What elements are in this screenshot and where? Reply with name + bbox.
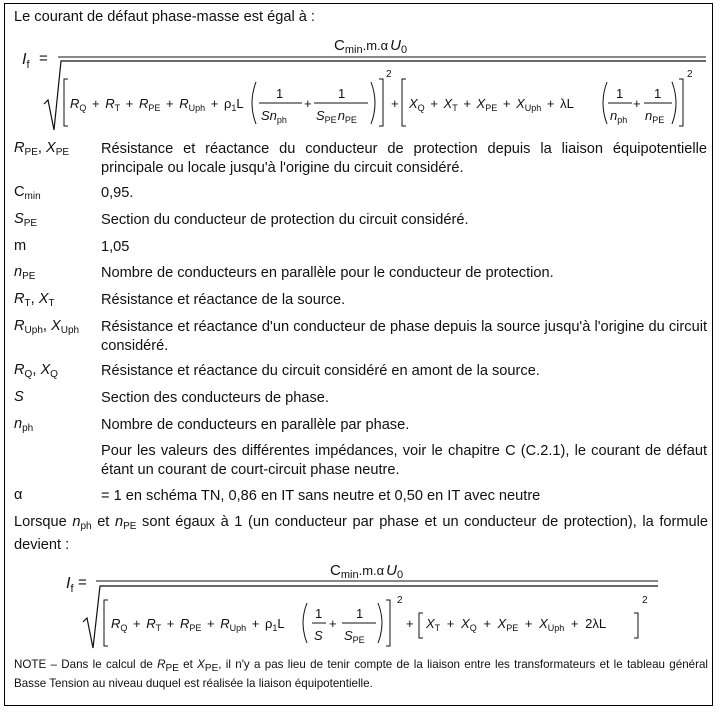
definition-symbol: $n_{ph}$	[14, 416, 34, 434]
definition-text: 1,05	[101, 239, 130, 255]
formula1-paren-open-2	[603, 82, 607, 124]
definition-text: Pour les valeurs des différentes impédances, voir le chapitre C (C.2.1), le courant de défaut étant un courant de court-circuit phase neutre.	[101, 443, 707, 478]
formula2-numerator: $C_{min}.m.\alpha$ $U_0$	[330, 562, 404, 581]
formula1-numerator: $C_{min}.m.\alpha$ $U_0$	[334, 37, 408, 56]
formula1-equals: =	[39, 50, 48, 67]
formula1-frac-d-den: $n_{PE}$	[645, 108, 665, 125]
definition-symbol: S	[14, 389, 24, 405]
definition-symbol: m	[14, 238, 27, 254]
definition-text: Nombre de conducteurs en parallèle par phase.	[101, 417, 410, 433]
formula2-term2: $X_T$ + $X_Q$ + $X_{PE}$ + $X_{Uph}$ + 2λL	[426, 616, 607, 633]
formula1-frac-b-num: 1	[338, 86, 346, 101]
formula2-frac-a-num: 1	[315, 606, 323, 621]
formula1-bracket-close-1	[379, 79, 383, 126]
formula1-bracket-open-2	[402, 79, 406, 126]
definition-symbol: $n_{PE}$	[14, 264, 36, 282]
formula1-term1: $R_Q$ + $R_T$ + $R_{PE}$ + $R_{Uph}$ + $\rho_1L$	[70, 96, 244, 113]
definition-text: 0,95.	[101, 185, 134, 201]
definition-symbol: $R_T$, $X_T$	[14, 291, 55, 309]
simplified-intro-paragraph: Lorsque $n_{ph}$ et $n_{PE}$ sont égaux à 1 (un conducteur par phase et un conducteur de protection), la formule devient :	[14, 514, 709, 553]
fault-current-formula	[8, 30, 712, 134]
formula2-exponent-1: 2	[397, 595, 403, 606]
formula1-bracket-close-2	[679, 79, 683, 126]
intro-text: Le courant de défaut phase-masse est égal à :	[14, 9, 315, 25]
definition-symbol: $R_{PE}$, $X_{PE}$	[14, 140, 70, 158]
formula2-frac-b-num: 1	[356, 606, 364, 621]
formula1-term2: $X_Q$ + $X_T$ + $X_{PE}$ + $X_{Uph}$ + λL	[409, 96, 574, 113]
formula1-frac-plus-2: +	[633, 96, 641, 111]
formula1-paren-open-1	[252, 82, 256, 124]
formula1-lhs: $I_f$	[22, 51, 30, 71]
formula2-paren-close-1	[378, 603, 382, 643]
formula2-plus: +	[406, 616, 414, 631]
definition-symbol: α	[14, 487, 23, 503]
formula1-frac-c-den: $n_{ph}$	[610, 108, 628, 125]
formula1-bracket-open-1	[64, 79, 68, 126]
formula2-paren-open-1	[303, 603, 307, 643]
formula2-exponent-2: 2	[642, 595, 648, 606]
simplified-fault-current-formula	[56, 556, 666, 652]
formula1-frac-a-num: 1	[276, 86, 284, 101]
formula1-frac-c-num: 1	[616, 86, 624, 101]
formula1-frac-plus: +	[304, 96, 312, 111]
formula1-frac-a-den: $Sn_{ph}$	[261, 108, 287, 125]
formula2-bracket-close-1	[386, 600, 390, 646]
definition-symbol: $R_Q$, $X_Q$	[14, 362, 58, 380]
note-text: NOTE – Dans le calcul de $R_{PE}$ et $X_{PE}$, il n'y a pas lieu de tenir compte de la liaison entre les transformateurs et le tableau général Basse Tension au niveau duquel est réalisée la liaison équipotentielle.	[14, 658, 708, 690]
definition-symbol: $R_{Uph}$, $X_{Uph}$	[14, 318, 80, 336]
definition-symbol: $S_{PE}$	[14, 211, 38, 229]
formula1-exponent-2: 2	[687, 69, 693, 80]
definition-text: = 1 en schéma TN, 0,86 en IT sans neutre et 0,50 en IT avec neutre	[101, 488, 541, 504]
formula2-bracket-open-2	[419, 613, 423, 638]
formula1-frac-d-num: 1	[654, 86, 662, 101]
formula2-frac-a-den: S	[314, 628, 323, 643]
formula2-bracket-open-1	[104, 600, 108, 646]
definition-text: Résistance et réactance du circuit considéré en amont de la source.	[101, 363, 540, 379]
formula1-frac-b-den: $S_{PE}n_{PE}$	[316, 108, 357, 125]
formula1-paren-close-1	[371, 82, 375, 124]
formula1-plus: +	[391, 96, 399, 111]
formula1-exponent-1: 2	[386, 69, 392, 80]
definition-text: Section du conducteur de protection du circuit considéré.	[101, 212, 469, 228]
definition-text: Section des conducteurs de phase.	[101, 390, 329, 406]
formula2-frac-plus: +	[329, 616, 337, 631]
formula2-frac-b-den: $S_{PE}$	[344, 628, 365, 645]
formula2-bracket-close-2	[634, 613, 638, 638]
formula2-lhs: $I_f$	[66, 575, 74, 595]
definition-text: Résistance et réactance d'un conducteur de phase depuis la source jusqu'à l'origine du circuit considéré.	[101, 319, 707, 354]
definition-symbol: $C_{min}$	[14, 184, 41, 202]
formula2-equals: =	[78, 574, 87, 591]
definition-text: Résistance et réactance de la source.	[101, 292, 346, 308]
formula2-term1: $R_Q$ + $R_T$ + $R_{PE}$ + $R_{Uph}$ + $\rho_1L$	[111, 616, 285, 633]
definition-text: Nombre de conducteurs en parallèle pour le conducteur de protection.	[101, 265, 554, 281]
formula1-paren-close-2	[672, 82, 676, 124]
definition-text: Résistance et réactance du conducteur de protection depuis la liaison équipotentielle principale ou locale jusqu'à l'origine du circuit considéré.	[101, 141, 707, 176]
